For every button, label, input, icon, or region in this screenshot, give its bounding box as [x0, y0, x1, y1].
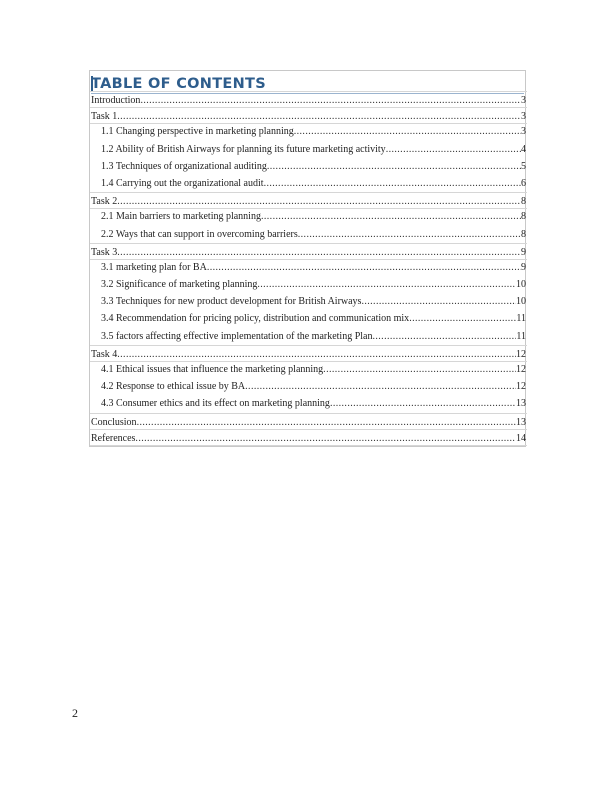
- toc-entry-label: Task 4: [91, 348, 118, 360]
- toc-entry-label: References: [91, 432, 136, 444]
- toc-entry-page: 14: [516, 432, 526, 444]
- toc-entry[interactable]: [90, 361, 527, 378]
- toc-entry[interactable]: [90, 378, 527, 395]
- toc-entry[interactable]: [90, 276, 527, 293]
- toc-entry-page: 8: [521, 196, 526, 208]
- dot-leader: [135, 430, 516, 447]
- dot-leader: [140, 92, 521, 109]
- toc-entry-label: Conclusion: [91, 416, 137, 428]
- dot-leader: [386, 141, 521, 158]
- toc-entry-label: 1.3 Techniques of organizational auditing: [101, 160, 267, 172]
- toc-entry-page: 11: [516, 330, 526, 342]
- toc-entry-label: 4.1 Ethical issues that influence the marketing planning: [101, 364, 324, 375]
- toc-entry[interactable]: [90, 158, 527, 175]
- toc-entry[interactable]: [90, 395, 527, 412]
- toc-entry[interactable]: [90, 413, 527, 430]
- toc-entry-page: 9: [521, 246, 526, 258]
- table-of-contents: [89, 70, 526, 447]
- toc-entry-label: 3.1 marketing plan for BA: [101, 261, 207, 273]
- toc-entry[interactable]: [90, 243, 527, 260]
- toc-entry-label: 4.3 Consumer ethics and its effect on marketing planning: [101, 398, 330, 410]
- toc-entry[interactable]: [90, 429, 527, 446]
- toc-entry-label: 1.1 Changing perspective in marketing planning: [101, 126, 294, 138]
- toc-entry-page: 12: [516, 381, 526, 393]
- toc-entry-label: 3.3 Techniques for new product development for British Airways: [101, 296, 362, 308]
- toc-entry-page: 10: [516, 296, 526, 308]
- toc-entry[interactable]: [90, 141, 527, 158]
- toc-entry-page: 9: [521, 261, 526, 273]
- toc-entry[interactable]: [90, 208, 527, 225]
- toc-entry-label: 2.1 Main barriers to marketing planning: [101, 211, 261, 223]
- dot-leader: [330, 395, 516, 412]
- toc-entry-label: 3.5 factors affecting effective implementation of the marketing Plan: [101, 330, 373, 342]
- page-number: 2: [72, 706, 78, 720]
- toc-entry[interactable]: [90, 91, 527, 108]
- toc-entry-label: 2.2 Ways that can support in overcoming barriers: [101, 228, 298, 240]
- toc-entry-page: 3: [521, 95, 526, 106]
- toc-entry-label: 1.2 Ability of British Airways for planning its future marketing activity: [101, 143, 386, 155]
- dot-leader: [264, 175, 521, 192]
- toc-entry[interactable]: [90, 328, 527, 345]
- toc-entry[interactable]: [90, 293, 527, 310]
- toc-entry-page: 12: [516, 364, 526, 375]
- toc-entry[interactable]: [90, 123, 527, 140]
- toc-entry-page: 10: [516, 279, 526, 291]
- toc-entry[interactable]: [90, 226, 527, 243]
- dot-leader: [257, 276, 516, 293]
- dot-leader: [261, 208, 521, 225]
- toc-entry-page: 3: [521, 111, 526, 123]
- toc-entry-label: 3.4 Recommendation for pricing policy, distribution and communication mix: [101, 313, 410, 325]
- dot-leader: [323, 361, 516, 378]
- toc-entry-list: [90, 91, 527, 445]
- dot-leader: [245, 378, 516, 395]
- toc-entry-page: 3: [521, 126, 526, 138]
- toc-entry-page: 8: [521, 211, 526, 223]
- toc-entry-label: Introduction: [91, 95, 141, 106]
- dot-leader: [409, 310, 516, 327]
- toc-entry-page: 4: [521, 143, 526, 155]
- toc-entry-page: 6: [521, 177, 526, 189]
- toc-entry-label: Task 1: [91, 111, 118, 123]
- dot-leader: [267, 158, 521, 175]
- toc-entry[interactable]: [90, 345, 527, 362]
- toc-entry-page: 12: [516, 348, 526, 360]
- toc-entry-page: 11: [516, 313, 526, 325]
- toc-entry[interactable]: [90, 192, 527, 209]
- toc-entry[interactable]: [90, 310, 527, 327]
- dot-leader: [137, 414, 516, 431]
- toc-entry[interactable]: [90, 259, 527, 276]
- dot-leader: [298, 226, 521, 243]
- toc-entry-label: 3.2 Significance of marketing planning: [101, 279, 258, 291]
- toc-entry-page: 8: [521, 228, 526, 240]
- toc-entry-label: 1.4 Carrying out the organizational audit: [101, 177, 264, 189]
- dot-leader: [207, 259, 521, 276]
- toc-entry[interactable]: [90, 107, 527, 124]
- toc-entry[interactable]: [90, 175, 527, 192]
- toc-heading: TABLE OF CONTENTS: [91, 75, 524, 94]
- toc-entry-label: 4.2 Response to ethical issue by BA: [101, 381, 246, 393]
- toc-entry-label: Task 2: [91, 196, 118, 208]
- dot-leader: [294, 123, 521, 140]
- toc-entry-page: 5: [521, 160, 526, 172]
- toc-entry-page: 13: [516, 398, 526, 410]
- dot-leader: [372, 328, 516, 345]
- toc-entry-page: 13: [516, 416, 526, 428]
- dot-leader: [361, 293, 516, 310]
- toc-entry-label: Task 3: [91, 246, 118, 258]
